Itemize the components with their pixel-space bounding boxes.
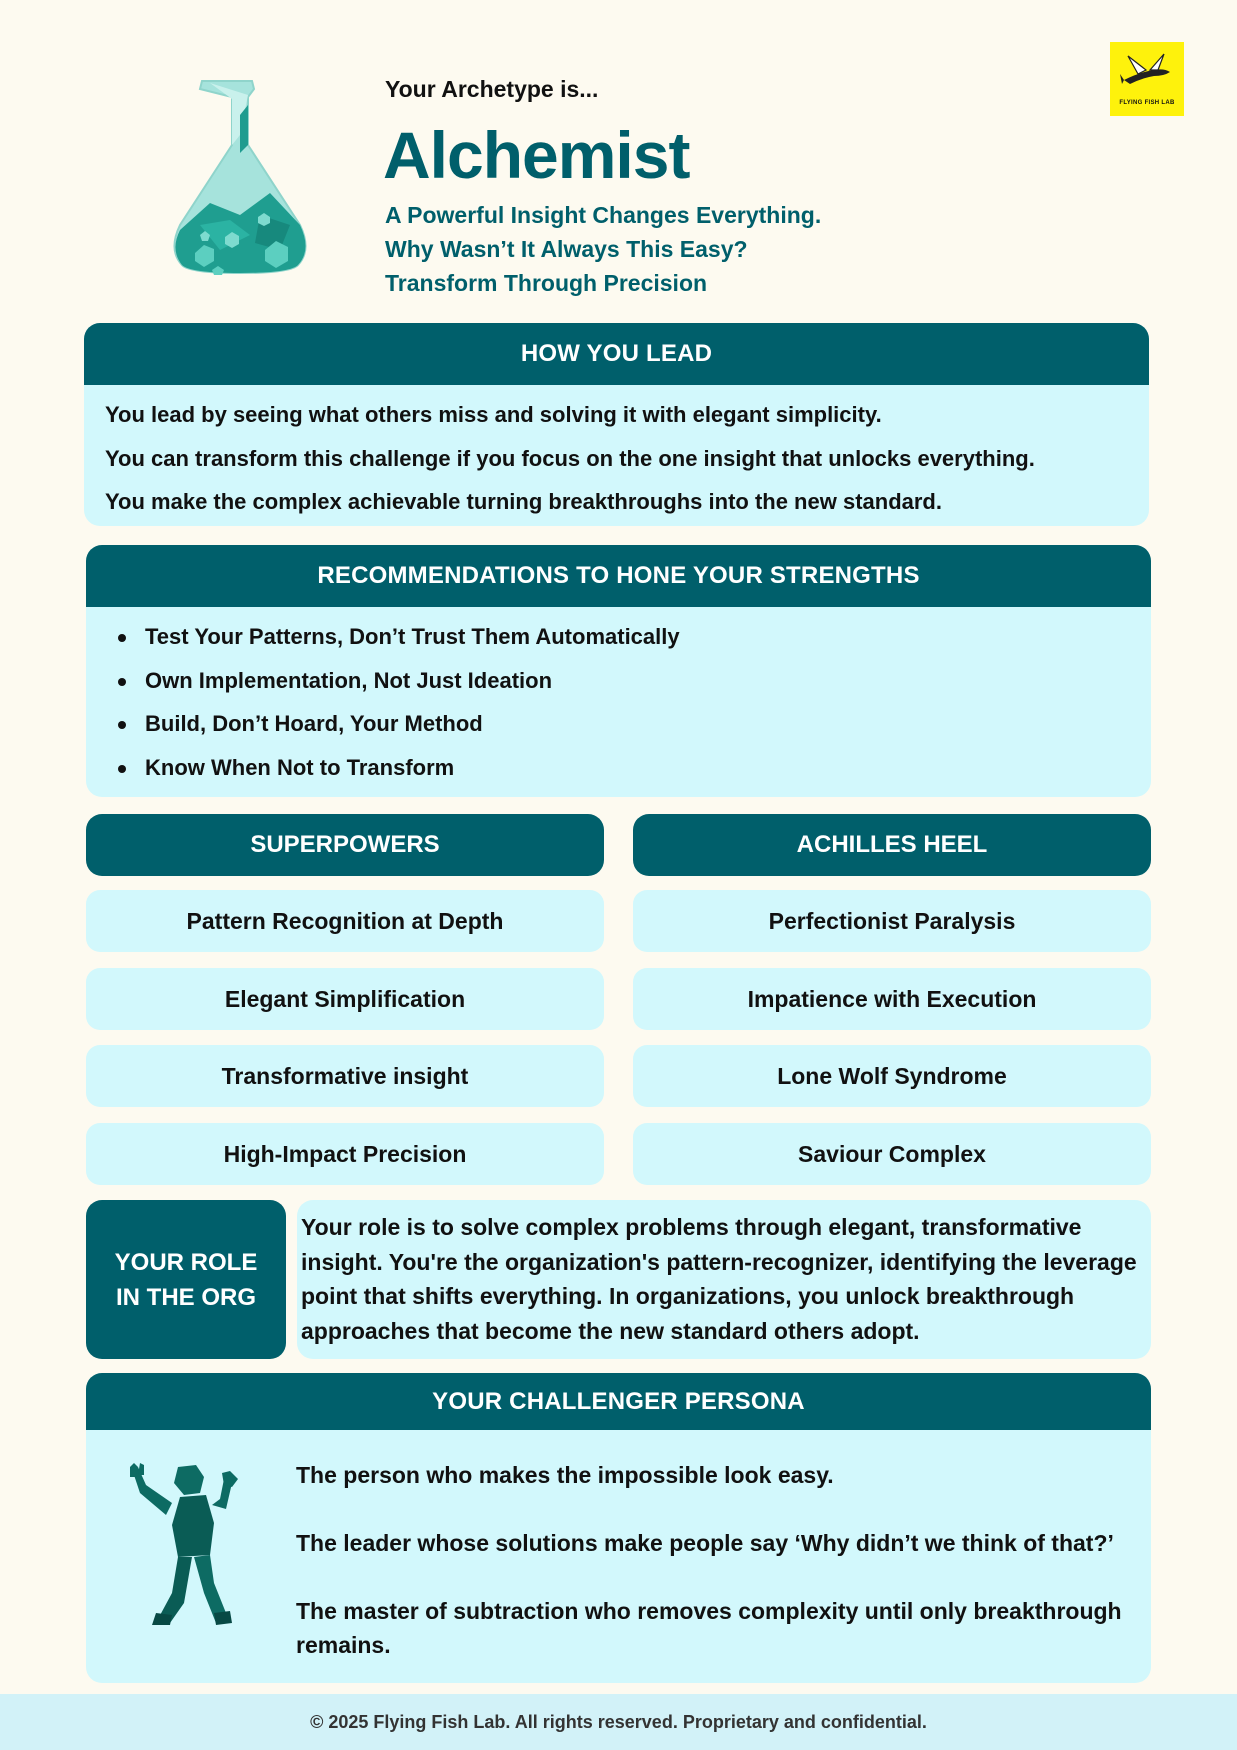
taglines — [385, 198, 821, 300]
how-you-lead-heading: HOW YOU LEAD — [84, 323, 1149, 385]
recommendation-item: Own Implementation, Not Just Ideation — [108, 659, 1151, 703]
archetype-title: Alchemist — [383, 118, 690, 192]
how-you-lead-panel — [84, 323, 1149, 526]
superpower-item: Pattern Recognition at Depth — [86, 890, 604, 952]
challenger-line: The leader whose solutions make people say ‘Why didn’t we think of that?’ — [296, 1530, 1114, 1556]
footer-copyright: © 2025 Flying Fish Lab. All rights reserved. Proprietary and confidential. — [0, 1694, 1237, 1750]
recommendation-item: Know When Not to Transform — [108, 746, 1151, 790]
role-label-line: YOUR ROLE — [114, 1248, 258, 1276]
achilles-heel-item: Perfectionist Paralysis — [633, 890, 1151, 952]
superpower-item: Transformative insight — [86, 1045, 604, 1107]
achilles-heel-item: Impatience with Execution — [633, 968, 1151, 1030]
recommendation-item: Test Your Patterns, Don’t Trust Them Automatically — [108, 615, 1151, 659]
tagline: Transform Through Precision — [385, 270, 708, 296]
challenger-line: The master of subtraction who removes complexity until only breakthrough remains. — [296, 1598, 1122, 1658]
recommendations-list — [86, 607, 1151, 789]
tagline: Why Wasn’t It Always This Easy? — [385, 236, 748, 262]
achilles-heel-item: Lone Wolf Syndrome — [633, 1045, 1151, 1107]
superpower-item: Elegant Simplification — [86, 968, 604, 1030]
superpowers-heading: SUPERPOWERS — [86, 814, 604, 876]
flying-fish-icon — [1120, 50, 1174, 92]
tagline: A Powerful Insight Changes Everything. — [385, 202, 822, 228]
cheering-figure-icon — [126, 1463, 246, 1633]
role-label — [86, 1200, 286, 1359]
challenger-persona-panel — [86, 1373, 1151, 1683]
flask-icon — [140, 75, 340, 300]
role-label-line: IN THE ORG — [115, 1283, 256, 1311]
challenger-persona-heading: YOUR CHALLENGER PERSONA — [86, 1373, 1151, 1430]
archetype-eyebrow: Your Archetype is... — [385, 76, 599, 102]
lead-line: You lead by seeing what others miss and solving it with elegant simplicity. — [105, 402, 882, 427]
challenger-line: The person who makes the impossible look easy. — [296, 1462, 834, 1488]
achilles-heel-heading: ACHILLES HEEL — [633, 814, 1151, 876]
recommendations-heading: RECOMMENDATIONS TO HONE YOUR STRENGTHS — [86, 545, 1151, 607]
lead-line: You can transform this challenge if you focus on the one insight that unlocks everything. — [105, 445, 1035, 471]
recommendations-panel — [86, 545, 1151, 797]
achilles-heel-item: Saviour Complex — [633, 1123, 1151, 1185]
recommendation-item: Build, Don’t Hoard, Your Method — [108, 702, 1151, 746]
role-description: Your role is to solve complex problems through elegant, transformative insight. You're the organization's pattern-recognizer, identifying the leverage point that shifts everything. In organizations, you unlock breakthrough approaches that become the new standard others adopt. — [297, 1200, 1151, 1359]
logo-text: FLYING FISH LAB — [1119, 100, 1175, 106]
lead-line: You make the complex achievable turning breakthroughs into the new standard. — [105, 489, 942, 514]
flying-fish-lab-logo — [1110, 42, 1184, 116]
superpower-item: High-Impact Precision — [86, 1123, 604, 1185]
